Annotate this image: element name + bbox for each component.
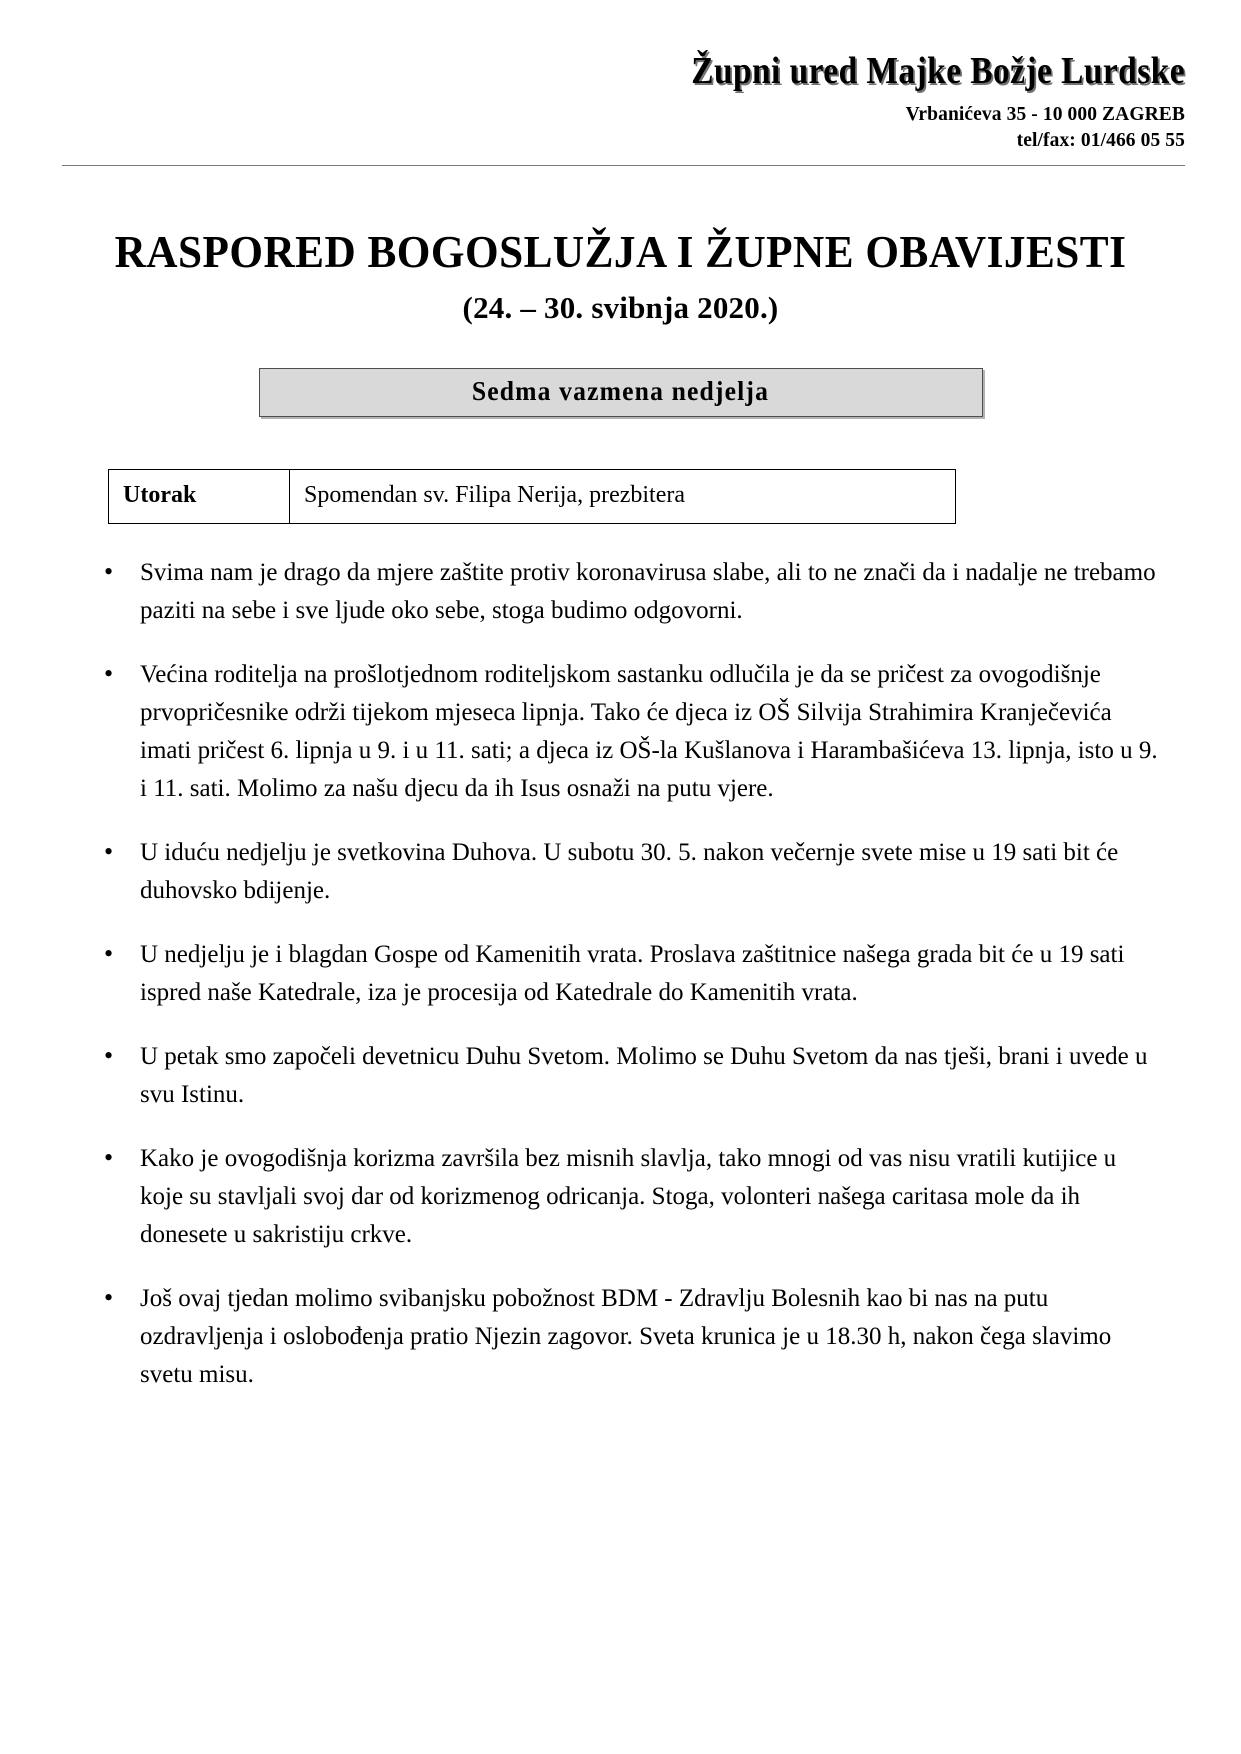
list-item: • U nedjelju je i blagdan Gospe od Kamenitih vrata. Proslava zaštitnice našega grada bit će u 19 sati ispred naše Katedrale, iza je procesija od Katedrale do Kamenitih vrata. xyxy=(96,936,1165,1012)
day-description-cell: Spomendan sv. Filipa Nerija, prezbitera xyxy=(290,470,956,524)
liturgical-day-table xyxy=(108,469,956,524)
table-row xyxy=(109,470,956,524)
title-block xyxy=(0,228,1241,326)
list-item: • U petak smo započeli devetnicu Duhu Svetom. Molimo se Duhu Svetom da nas tješi, brani i uvede u svu Istinu. xyxy=(96,1038,1165,1114)
list-item: • U iduću nedjelju je svetkovina Duhova. U subotu 30. 5. nakon večernje svete mise u 19 sati bit će duhovsko bdijenje. xyxy=(96,834,1165,910)
sunday-banner-label: Sedma vazmena nedjelja xyxy=(471,376,770,407)
sunday-banner xyxy=(259,368,983,417)
page-title: RASPORED BOGOSLUŽJA I ŽUPNE OBAVIJESTI xyxy=(114,226,1127,278)
list-item: • Kako je ovogodišnja korizma završila bez misnih slavlja, tako mnogi od vas nisu vratili kutijice u koje su stavljali svoj dar od korizmenog odricanja. Stoga, volonteri našega caritasa mole da ih donesete u sakristiju crkve. xyxy=(96,1140,1165,1254)
parish-office-phone: tel/fax: 01/466 05 55 xyxy=(1016,129,1185,151)
parish-office-name: Župni ured Majke Božje Lurdske xyxy=(691,50,1185,92)
list-item: • Još ovaj tjedan molimo svibanjsku pobožnost BDM - Zdravlju Bolesnih kao bi nas na putu ozdravljenja i oslobođenja pratio Njezin zagovor. Sveta krunica je u 18.30 h, nakon čega slavimo svetu misu. xyxy=(96,1280,1165,1394)
list-item: • Većina roditelja na prošlotjednom roditeljskom sastanku odlučila je da se pričest za ovogodišnje prvopričesnike održi tijekom mjeseca lipnja. Tako će djeca iz OŠ Silvija Strahimira Kranječevića imati pričest 6. lipnja u 9. i u 11. sati; a djeca iz OŠ-la Kušlanova i Harambašićeva 13. lipnja, isto u 9. i 11. sati. Molimo za našu djecu da ih Isus osnaži na putu vjere. xyxy=(96,656,1165,808)
page-subtitle-date-range: (24. – 30. svibnja 2020.) xyxy=(462,290,779,326)
parish-notices-list xyxy=(96,554,1165,1394)
day-name-cell: Utorak xyxy=(109,470,290,524)
letterhead xyxy=(0,0,1241,153)
header-divider xyxy=(62,165,1185,166)
list-item: • Svima nam je drago da mjere zaštite protiv koronavirusa slabe, ali to ne znači da i nadalje ne trebamo paziti na sebe i sve ljude oko sebe, stoga budimo odgovorni. xyxy=(96,554,1165,630)
parish-office-address: Vrbanićeva 35 - 10 000 ZAGREB xyxy=(905,103,1185,125)
